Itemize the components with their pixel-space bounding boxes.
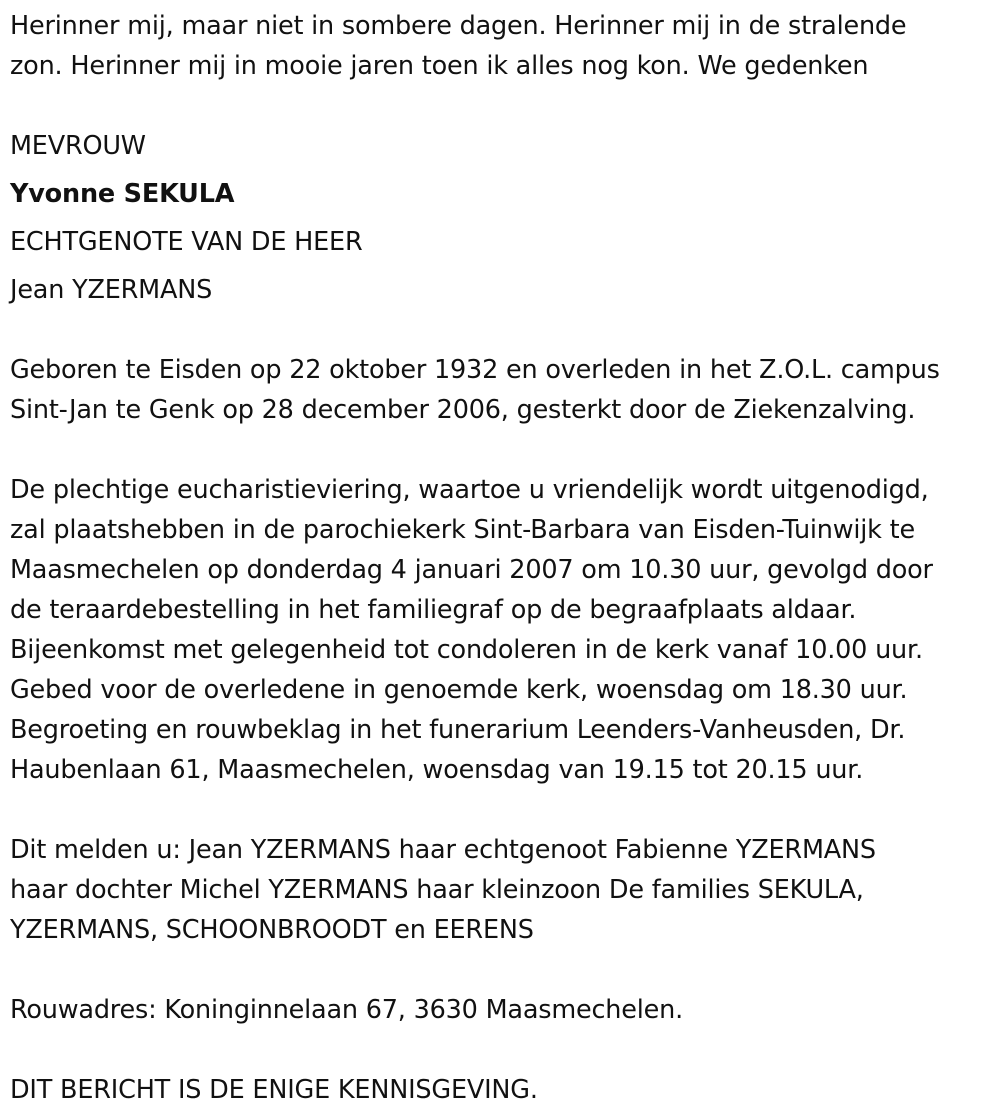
deceased-name	[10, 174, 992, 214]
announcers-line: Dit melden u: Jean YZERMANS haar echtgenoot Fabienne YZERMANS	[10, 835, 876, 865]
service-line: zal plaatshebben in de parochiekerk Sint-Barbara van Eisden-Tuinwijk te	[10, 515, 915, 545]
announcers-line: YZERMANS, SCHOONBROODT en EERENS	[10, 915, 534, 945]
service-line: Maasmechelen op donderdag 4 januari 2007 om 10.30 uur, gevolgd door	[10, 555, 933, 585]
service-line: De plechtige eucharistieviering, waartoe u vriendelijk wordt uitgenodigd,	[10, 475, 929, 505]
announcers-paragraph	[10, 830, 992, 950]
intro-poem	[10, 6, 992, 86]
birth-death-line: Sint-Jan te Genk op 28 december 2006, gesterkt door de Ziekenzalving.	[10, 395, 916, 425]
spouse-title	[10, 222, 992, 262]
birth-death-line: Geboren te Eisden op 22 oktober 1932 en overleden in het Z.O.L. campus	[10, 355, 940, 385]
service-line: de teraardebestelling in het familiegraf op de begraafplaats aldaar.	[10, 595, 857, 625]
deceased-name-text: Yvonne SEKULA	[10, 179, 235, 209]
spouse-name	[10, 270, 992, 310]
spouse-title-text: ECHTGENOTE VAN DE HEER	[10, 227, 363, 257]
service-line: Bijeenkomst met gelegenheid tot condoleren in de kerk vanaf 10.00 uur.	[10, 635, 923, 665]
spouse-name-text: Jean YZERMANS	[10, 275, 213, 305]
service-paragraph	[10, 470, 992, 790]
intro-line: Herinner mij, maar niet in sombere dagen. Herinner mij in de stralende	[10, 11, 907, 41]
mourning-address-text: Rouwadres: Koninginnelaan 67, 3630 Maasmechelen.	[10, 995, 683, 1025]
birth-death-paragraph	[10, 350, 992, 430]
service-line: Begroeting en rouwbeklag in het funerarium Leenders-Vanheusden, Dr.	[10, 715, 906, 745]
salutation-text: MEVROUW	[10, 131, 146, 161]
official-notice-text: DIT BERICHT IS DE ENIGE KENNISGEVING.	[10, 1075, 538, 1105]
intro-line: zon. Herinner mij in mooie jaren toen ik alles nog kon. We gedenken	[10, 51, 869, 81]
announcers-line: haar dochter Michel YZERMANS haar kleinzoon De families SEKULA,	[10, 875, 864, 905]
salutation	[10, 126, 992, 166]
service-line: Haubenlaan 61, Maasmechelen, woensdag van 19.15 tot 20.15 uur.	[10, 755, 864, 785]
service-line: Gebed voor de overledene in genoemde kerk, woensdag om 18.30 uur.	[10, 675, 908, 705]
official-notice	[10, 1070, 992, 1110]
mourning-address	[10, 990, 992, 1030]
